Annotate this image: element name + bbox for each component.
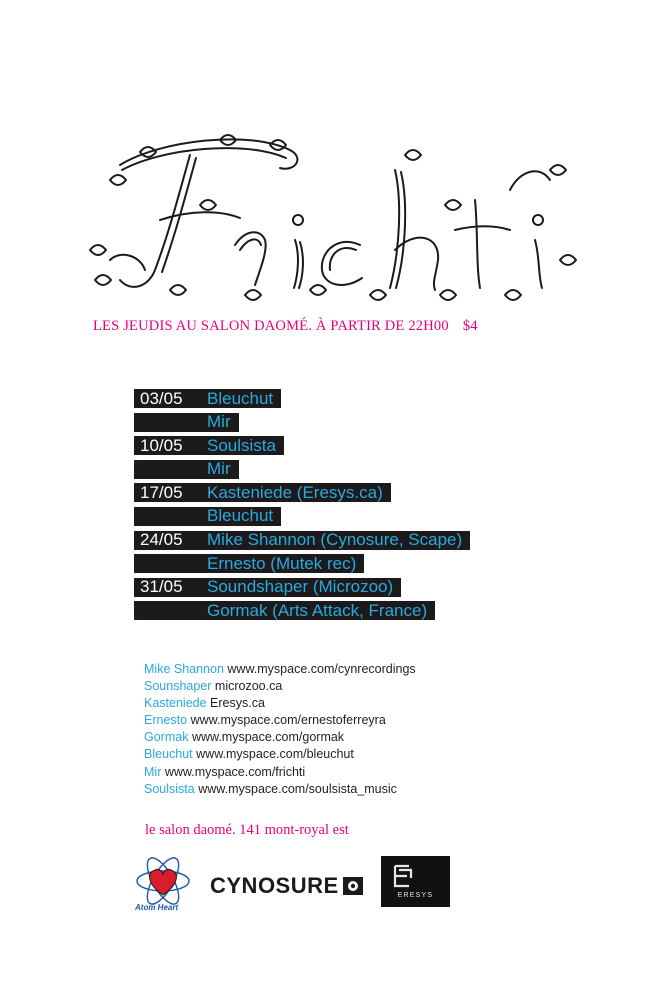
cynosure-mark-icon (342, 876, 364, 896)
link-line (144, 695, 416, 712)
schedule-row (134, 434, 470, 458)
schedule-list (134, 387, 470, 623)
link-artist: Ernesto (144, 713, 188, 728)
link-artist: Mir (144, 764, 162, 779)
venue-address: le salon daomé. 141 mont-royal est (145, 822, 349, 838)
link-artist: Mike Shannon (144, 662, 224, 676)
cynosure-logo (210, 873, 364, 899)
vine-lettering-illustration (50, 110, 610, 320)
schedule-row (134, 387, 470, 411)
link-artist: Bleuchut (144, 747, 193, 762)
link-artist: Gormak (144, 730, 189, 745)
link-line (144, 781, 416, 798)
link-url: www.myspace.com/ernestoferreyra (190, 713, 386, 728)
schedule-performer: Mir (207, 459, 231, 479)
eresys-wordmark: ERESYS (397, 892, 434, 899)
link-line (144, 729, 416, 746)
link-url: www.myspace.com/bleuchut (196, 747, 354, 762)
entry-price: $4 (462, 318, 478, 334)
schedule-performer: Gormak (Arts Attack, France) (207, 600, 428, 620)
artist-links (144, 661, 416, 798)
schedule-bar (134, 413, 239, 432)
schedule-performer: Bleuchut (207, 506, 274, 526)
eresys-mark-icon (381, 856, 450, 907)
schedule-performer: Soundshaper (Microzoo) (207, 577, 394, 597)
schedule-performer: Soulsista (207, 435, 276, 455)
schedule-date: 10/05 (140, 435, 183, 455)
schedule-performer: Mir (207, 412, 231, 432)
schedule-bar (134, 601, 435, 620)
link-url: Eresys.ca (210, 696, 265, 711)
link-artist: Sounshaper (144, 679, 212, 694)
schedule-performer: Ernesto (Mutek rec) (207, 553, 357, 573)
schedule-date: 17/05 (140, 482, 183, 502)
schedule-bar (134, 483, 391, 502)
schedule-bar (134, 389, 281, 408)
schedule-performer: Kasteniede (Eresys.ca) (207, 482, 383, 502)
tagline-text: LES JEUDIS AU SALON DAOMÉ. À PARTIR DE 22H00 (93, 318, 449, 334)
frichti-logo (50, 110, 610, 320)
schedule-date: 24/05 (140, 530, 183, 550)
schedule-bar (134, 578, 401, 597)
event-tagline (93, 318, 478, 335)
link-url: www.myspace.com/frichti (164, 764, 306, 779)
schedule-row (134, 576, 470, 600)
schedule-bar (134, 436, 284, 455)
link-url: www.myspace.com/soulsista_music (198, 781, 397, 796)
schedule-bar (134, 554, 364, 573)
link-line (144, 661, 416, 678)
schedule-row (134, 411, 470, 435)
link-line (144, 764, 416, 781)
link-artist: Soulsista (144, 781, 195, 796)
link-artist: Kasteniede (144, 696, 207, 711)
schedule-performer: Mike Shannon (Cynosure, Scape) (207, 530, 463, 550)
cynosure-wordmark: CYNOSURE (210, 873, 339, 898)
link-line (144, 746, 416, 763)
schedule-row (134, 505, 470, 529)
schedule-date: 03/05 (140, 388, 183, 408)
schedule-bar (134, 507, 281, 526)
link-url: www.myspace.com/gormak (191, 730, 345, 745)
schedule-row (134, 458, 470, 482)
schedule-row (134, 552, 470, 576)
schedule-date: 31/05 (140, 577, 183, 597)
link-url: www.myspace.com/cynrecordings (227, 662, 416, 676)
link-url: microzoo.ca (214, 679, 283, 694)
schedule-row (134, 529, 470, 553)
schedule-bar (134, 460, 239, 479)
link-line (144, 712, 416, 729)
atom-heart-label: Atom Heart (135, 903, 179, 912)
link-line (144, 678, 416, 695)
eresys-logo (381, 856, 450, 907)
schedule-bar (134, 531, 470, 550)
schedule-row (134, 481, 470, 505)
schedule-row (134, 599, 470, 623)
schedule-performer: Bleuchut (207, 388, 274, 408)
